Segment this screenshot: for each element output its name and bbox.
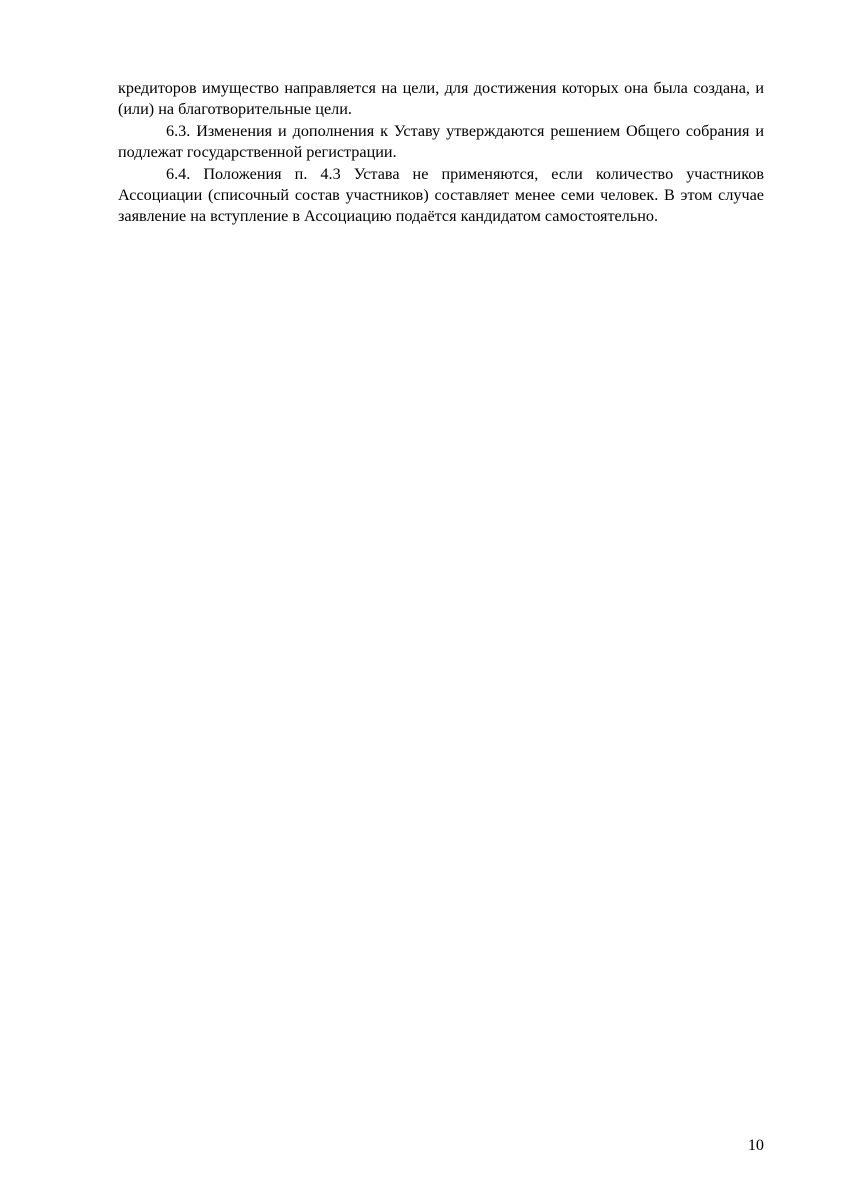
paragraph-clause-6-4: 6.4. Положения п. 4.3 Устава не применяются, если количество участников Ассоциации (списочный состав участников) составляет менее семи человек. В этом случае заявление на вступление в Ассоциацию подаётся кандидатом самостоятельно. <box>118 164 764 226</box>
paragraph-continuation: кредиторов имущество направляется на цели, для достижения которых она была создана, и (или) на благотворительные цели. <box>118 79 764 119</box>
document-body <box>118 78 764 228</box>
page-number: 10 <box>747 1135 764 1154</box>
paragraph-clause-6-3: 6.3. Изменения и дополнения к Уставу утверждаются решением Общего собрания и подлежат государственной регистрации. <box>118 121 764 162</box>
